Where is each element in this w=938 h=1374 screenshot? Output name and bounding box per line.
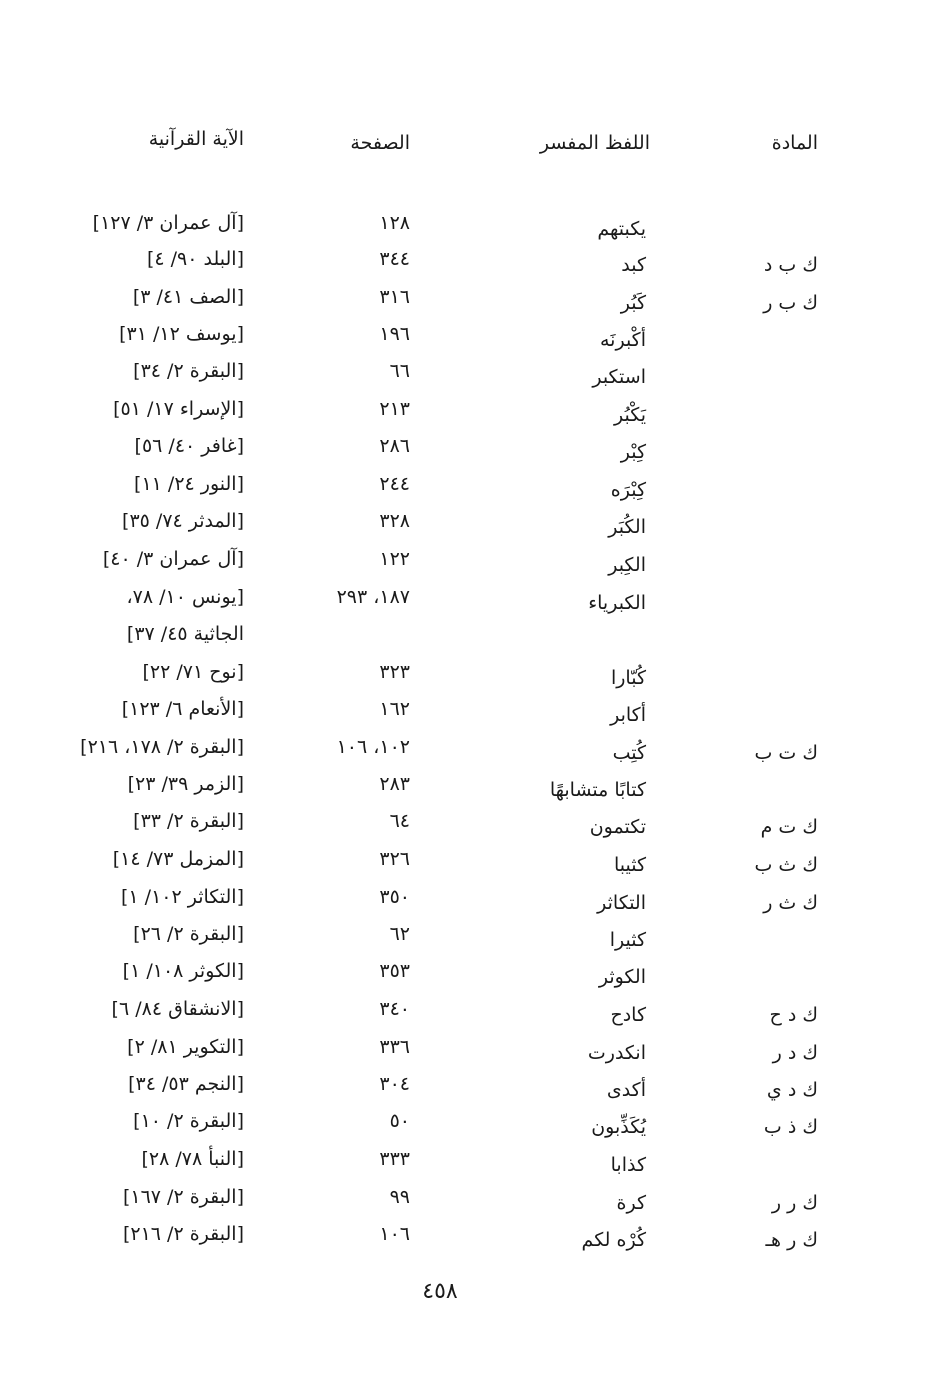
- entry-word: كرة: [616, 1192, 646, 1214]
- entry-root: ك ث ب: [754, 854, 818, 876]
- entry-page: ١٨٧، ٢٩٣: [336, 586, 410, 608]
- header-page: الصفحة: [350, 132, 410, 154]
- entry-word: الكُبَر: [608, 516, 646, 538]
- entry-word: الكبرياء: [588, 592, 646, 614]
- entry-ayah: [الأنعام ٦/ ١٢٣]: [121, 698, 244, 720]
- entry-page: ٣٣٦: [379, 1036, 410, 1058]
- entry-page: ١٢٨: [379, 212, 410, 234]
- entry-ayah: [الصف ٤١/ ٣]: [132, 286, 244, 308]
- entry-word: استكبر: [592, 366, 646, 388]
- entry-page: ٣٢٨: [379, 510, 410, 532]
- entry-word: يُكَذِّبون: [591, 1116, 646, 1138]
- entry-root: ك ت ب: [754, 742, 818, 764]
- entry-word: كَبُر: [620, 292, 646, 314]
- entry-page: ١٠٦: [379, 1223, 410, 1245]
- entry-word: كُرْه لكم: [581, 1229, 646, 1251]
- entry-word: يَكْبُر: [614, 404, 646, 426]
- entry-ayah-continuation: الجاثية ٤٥/ ٣٧]: [126, 623, 244, 645]
- entry-page: ٢١٣: [379, 398, 410, 420]
- entry-ayah: [الإسراء ١٧/ ٥١]: [113, 398, 244, 420]
- header-madda: المادة: [771, 132, 818, 154]
- entry-word: كثيبا: [613, 854, 646, 876]
- entry-word: كتابًا متشابهًا: [549, 779, 646, 801]
- entry-word: التكاثر: [597, 892, 646, 914]
- entry-word: كادح: [610, 1004, 646, 1026]
- entry-page: ٣٥٠: [379, 886, 410, 908]
- entry-ayah: [البلد ٩٠/ ٤]: [146, 248, 244, 270]
- entry-root: ك د ر: [772, 1042, 818, 1064]
- entry-page: ٦٤: [389, 810, 410, 832]
- entry-ayah: [التكاثر ١٠٢/ ١]: [120, 886, 244, 908]
- entry-root: ك ت م: [760, 816, 818, 838]
- entry-page: ٣٤٠: [379, 998, 410, 1020]
- entry-word: أكابر: [610, 704, 646, 726]
- entry-word: كثيرا: [609, 929, 646, 951]
- entry-root: ك د ح: [769, 1004, 818, 1026]
- entry-page: ٦٢: [389, 923, 410, 945]
- entry-ayah: [البقرة ٢/ ٣٣]: [133, 810, 244, 832]
- entry-ayah: [البقرة ٢/ ٢٦]: [133, 923, 244, 945]
- entry-root: ك ث ر: [763, 892, 818, 914]
- entry-ayah: [البقرة ٢/ ١٠]: [133, 1110, 244, 1132]
- entry-root: ك ر هـ: [765, 1229, 818, 1251]
- entry-page: ٣٠٤: [379, 1073, 410, 1095]
- entry-ayah: [الكوثر ١٠٨/ ١]: [122, 960, 244, 982]
- entry-ayah: [البقرة ٢/ ٢١٦]: [122, 1223, 244, 1245]
- entry-page: ٣٥٣: [379, 960, 410, 982]
- entry-ayah: [غافر ٤٠/ ٥٦]: [134, 435, 244, 457]
- entry-page: ٢٤٤: [379, 473, 410, 495]
- entry-word: كُتِب: [612, 742, 646, 764]
- entry-page: ٢٨٣: [379, 773, 410, 795]
- entry-ayah: [الزمر ٣٩/ ٢٣]: [127, 773, 244, 795]
- page-number: ٤٥٨: [422, 1279, 458, 1304]
- entry-word: الكوثر: [598, 966, 646, 988]
- entry-word: الكِبر: [608, 554, 646, 576]
- entry-root: ك ب د: [763, 254, 818, 276]
- entry-page: ١٢٢: [379, 548, 410, 570]
- entry-root: ك ب ر: [763, 292, 818, 314]
- entry-page: ٥٠: [389, 1110, 410, 1132]
- entry-page: ٢٨٦: [379, 435, 410, 457]
- entry-page: ٣٣٣: [379, 1148, 410, 1170]
- entry-word: تكتمون: [589, 816, 646, 838]
- entry-ayah: [المدثر ٧٤/ ٣٥]: [122, 510, 244, 532]
- entry-page: ١٦٢: [379, 698, 410, 720]
- entry-page: ١٩٦: [379, 323, 410, 345]
- entry-ayah: [التكوير ٨١/ ٢]: [127, 1036, 244, 1058]
- entry-ayah: [البقرة ٢/ ١٦٧]: [122, 1186, 244, 1208]
- entry-ayah: [البقرة ٢/ ١٧٨، ٢١٦]: [80, 736, 244, 758]
- entry-page: ٦٦: [389, 360, 410, 382]
- entry-ayah: [آل عمران ٣/ ٤٠]: [102, 548, 244, 570]
- entry-ayah: [المزمل ٧٣/ ١٤]: [112, 848, 244, 870]
- entry-word: كُبّارا: [610, 667, 646, 689]
- entry-ayah: [النور ٢٤/ ١١]: [134, 473, 244, 495]
- entry-page: ٣٤٤: [379, 248, 410, 270]
- header-ayah: الآية القرآنية: [148, 128, 244, 150]
- entry-ayah: [النبأ ٧٨/ ٢٨]: [141, 1148, 244, 1170]
- entry-page: ٣٢٣: [379, 661, 410, 683]
- entry-ayah: [يوسف ١٢/ ٣١]: [119, 323, 244, 345]
- entry-page: ١٠٢، ١٠٦: [336, 736, 410, 758]
- entry-page: ٩٩: [389, 1186, 410, 1208]
- entry-ayah: [آل عمران ٣/ ١٢٧]: [92, 212, 244, 234]
- entry-word: أكْبرنَه: [599, 329, 646, 351]
- entry-page: ٣٢٦: [379, 848, 410, 870]
- entry-word: كِبْرَه: [610, 479, 646, 501]
- entry-ayah: [البقرة ٢/ ٣٤]: [133, 360, 244, 382]
- entry-word: أكدى: [606, 1079, 646, 1101]
- entry-ayah: [النجم ٥٣/ ٣٤]: [128, 1073, 244, 1095]
- entry-word: انكدرت: [587, 1042, 646, 1064]
- entry-root: ك د ي: [766, 1079, 818, 1101]
- entry-root: ك ر ر: [771, 1192, 818, 1214]
- entry-word: يكبتهم: [597, 218, 646, 240]
- entry-ayah: [نوح ٧١/ ٢٢]: [142, 661, 244, 683]
- entry-ayah: [الانشقاق ٨٤/ ٦]: [111, 998, 244, 1020]
- entry-ayah: [يونس ١٠/ ٧٨،: [126, 586, 244, 608]
- entry-root: ك ذ ب: [763, 1116, 818, 1138]
- entry-word: كِبْر: [620, 441, 646, 463]
- header-lafz: اللفظ المفسر: [539, 132, 650, 154]
- entry-word: كذابا: [610, 1154, 646, 1176]
- entry-word: كبد: [621, 254, 646, 276]
- entry-page: ٣١٦: [379, 286, 410, 308]
